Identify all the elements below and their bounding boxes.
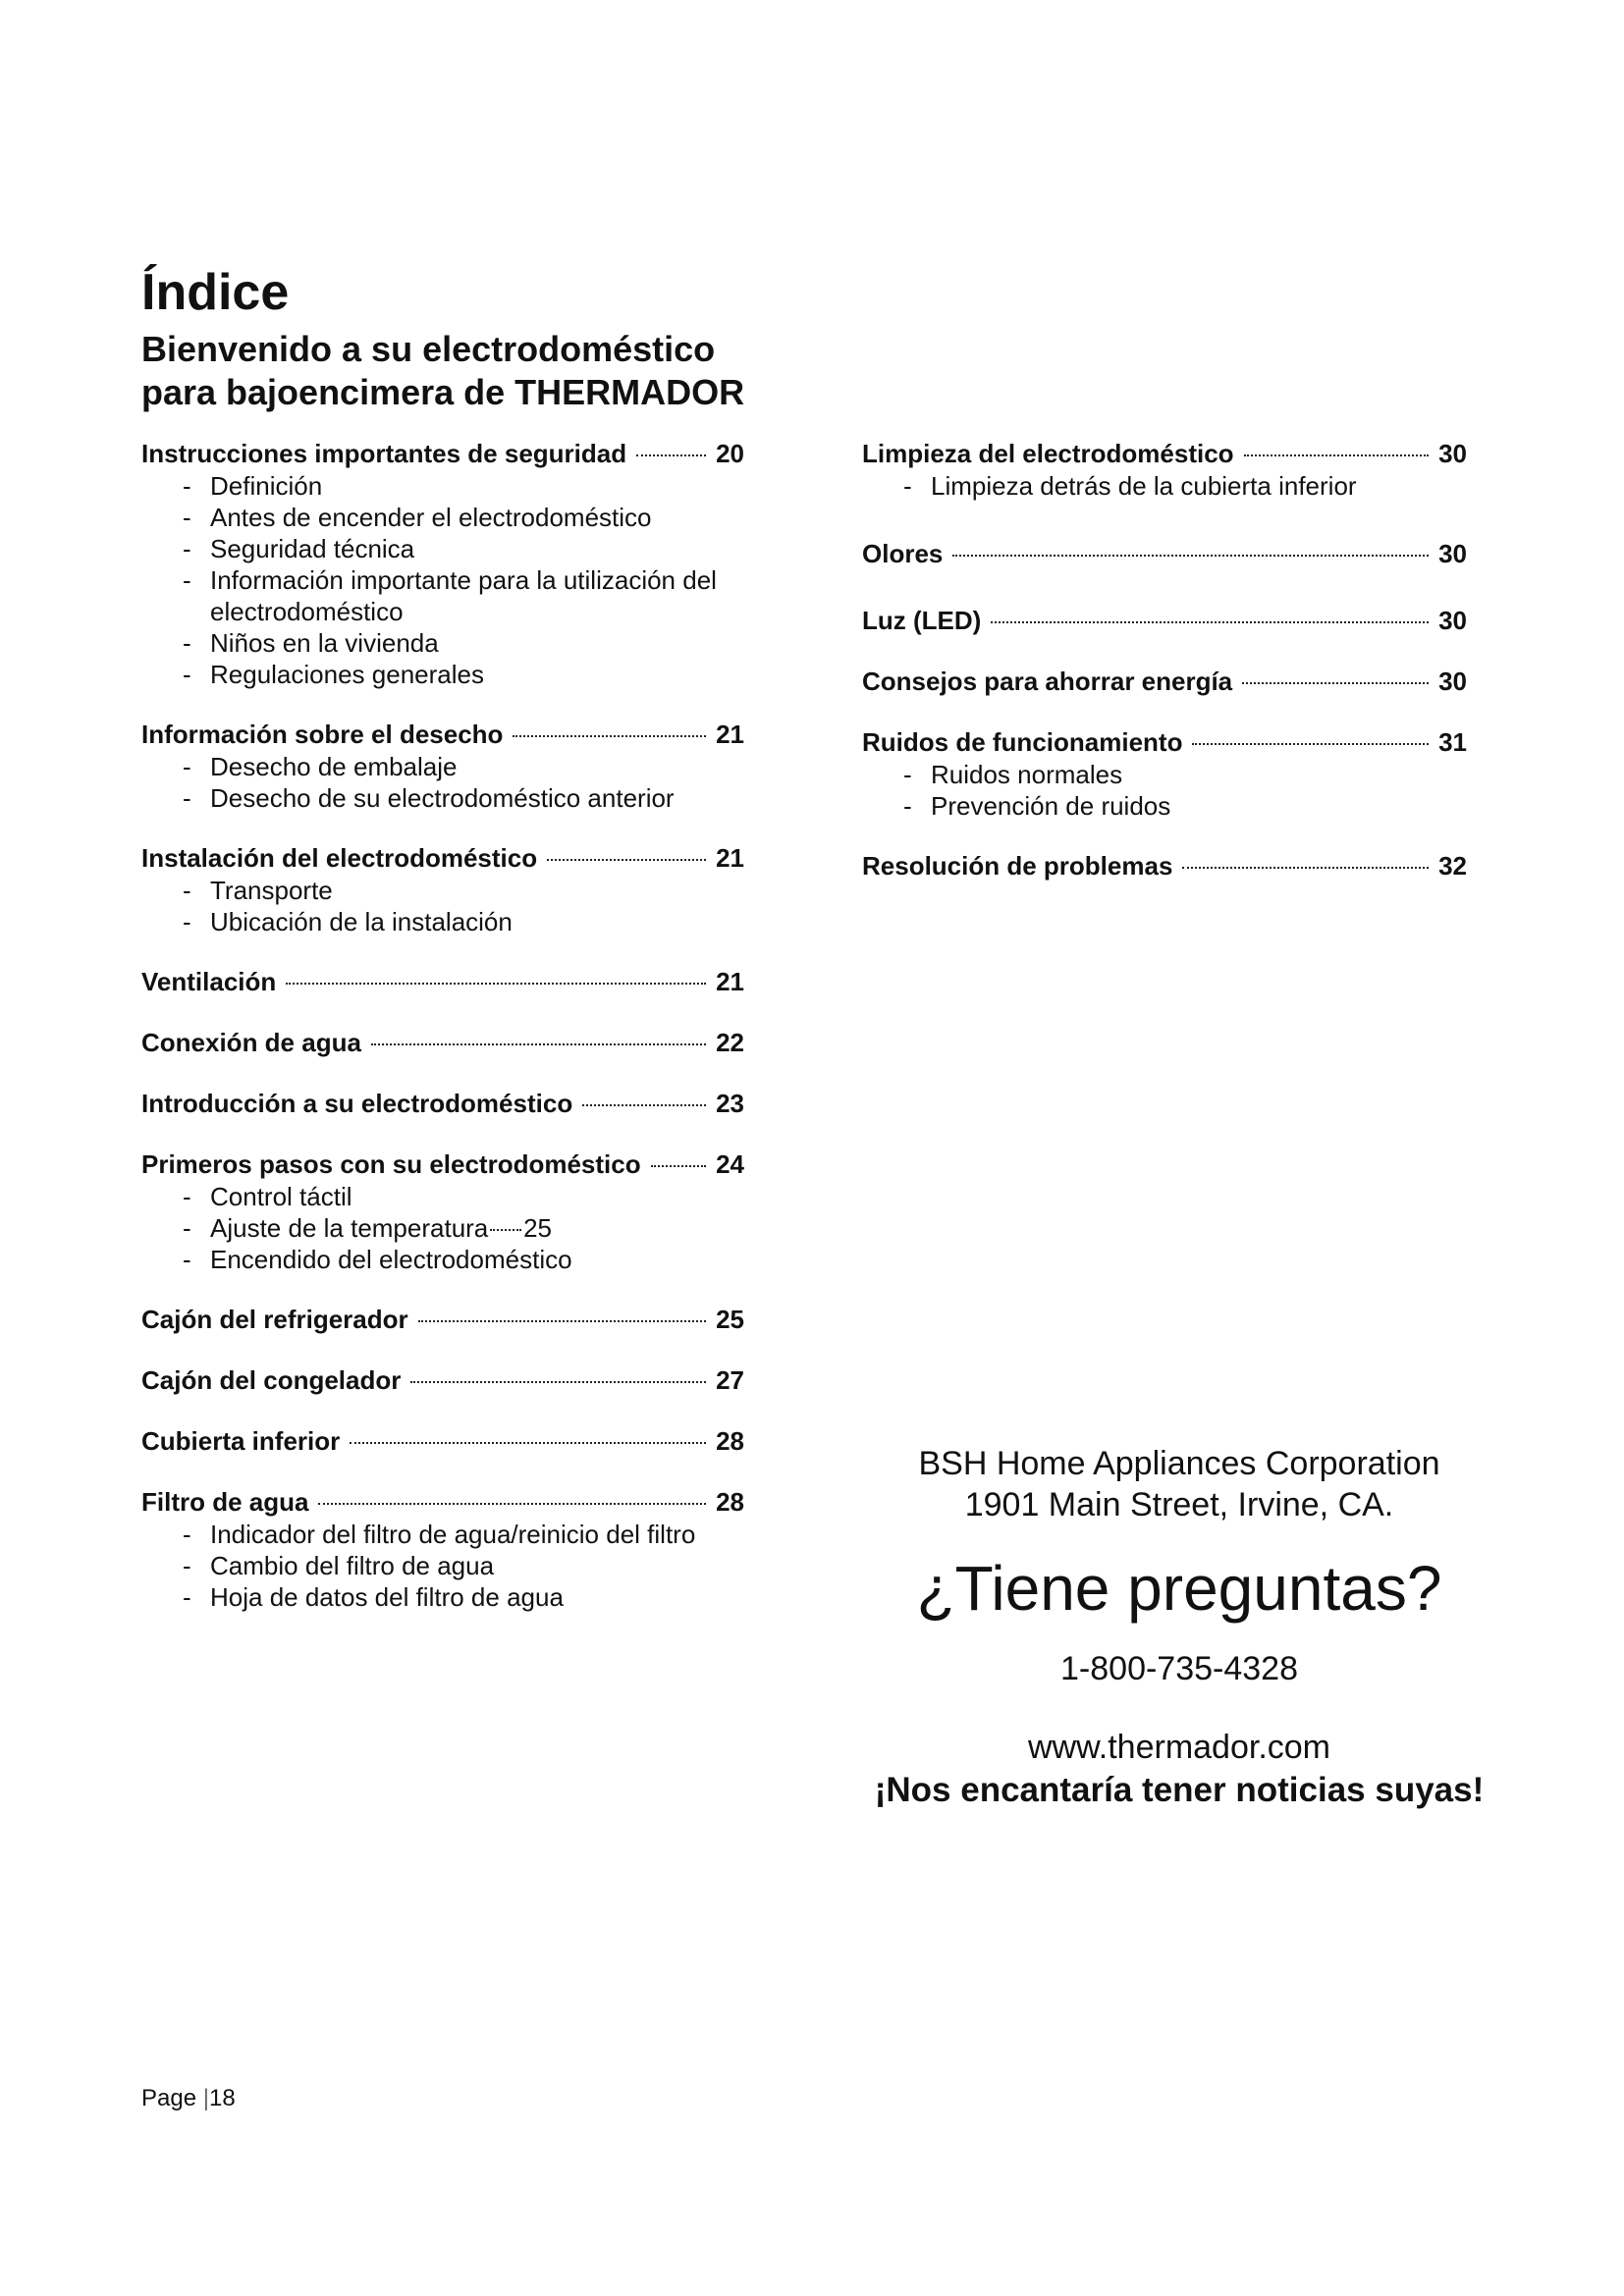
toc-entry-title: Cajón del congelador: [141, 1365, 402, 1395]
dot-leader: [1192, 743, 1429, 745]
toc-section: [141, 1087, 744, 1120]
toc-subentry[interactable]: [862, 470, 1467, 502]
toc-subentry-label: Encendido del electrodoméstico: [210, 1245, 572, 1274]
toc-subentry-label: Definición: [210, 471, 323, 501]
bullet-dash: -: [183, 534, 191, 563]
toc-entry[interactable]: [141, 1026, 744, 1059]
toc-subentry[interactable]: [141, 751, 744, 782]
dot-leader: [418, 1320, 706, 1322]
toc-entry[interactable]: [141, 718, 744, 751]
toc-entry[interactable]: [862, 437, 1467, 470]
toc-section: [862, 665, 1467, 698]
toc-entry[interactable]: [141, 437, 744, 470]
toc-entry-title: Luz (LED): [862, 606, 982, 635]
bullet-dash: -: [183, 660, 191, 689]
toc-left-column: [141, 437, 744, 1613]
toc-subentry-label: Transporte: [210, 876, 333, 905]
toc-subentry[interactable]: [141, 659, 744, 690]
toc-subentry[interactable]: [862, 790, 1467, 822]
toc-entry-title: Limpieza del electrodoméstico: [862, 439, 1234, 468]
bullet-dash: -: [183, 565, 191, 595]
toc-entry[interactable]: [862, 604, 1467, 637]
toc-entry[interactable]: [141, 1424, 744, 1458]
toc-subentry-label: Regulaciones generales: [210, 660, 484, 689]
subtitle-line-1: Bienvenido a su electrodoméstico: [141, 329, 716, 369]
dot-leader: [318, 1503, 706, 1505]
toc-subentry[interactable]: [141, 1581, 744, 1613]
toc-section: [141, 1363, 744, 1397]
bullet-dash: -: [183, 503, 191, 532]
bullet-dash: -: [183, 1213, 191, 1243]
toc-subentry-label: Seguridad técnica: [210, 534, 415, 563]
toc-entry[interactable]: [862, 849, 1467, 882]
company-name: BSH Home Appliances Corporation: [918, 1445, 1440, 1482]
toc-section: [862, 849, 1467, 882]
company-address: 1901 Main Street, Irvine, CA.: [964, 1486, 1394, 1523]
toc-entry-page: 30: [1438, 667, 1467, 696]
toc-entry-title: Información sobre el desecho: [141, 720, 504, 749]
toc-entry-title: Ventilación: [141, 967, 277, 996]
toc-subentry-label: Desecho de su electrodoméstico anterior: [210, 783, 675, 813]
dot-leader: [371, 1043, 706, 1045]
toc-entry-title: Instalación del electrodoméstico: [141, 843, 538, 873]
dot-leader: [952, 555, 1429, 557]
toc-entry-title: Cubierta inferior: [141, 1426, 341, 1456]
toc-entry-title: Conexión de agua: [141, 1028, 361, 1057]
toc-subentry-label: Niños en la vivienda: [210, 628, 439, 658]
dot-leader: [1182, 867, 1429, 869]
toc-entry-page: 30: [1438, 439, 1467, 468]
toc-subentry[interactable]: [141, 1244, 744, 1275]
toc-right-column: [862, 437, 1467, 882]
toc-entry[interactable]: [141, 1363, 744, 1397]
toc-subentry-label: Prevención de ruidos: [931, 791, 1171, 821]
tagline: ¡Nos encantaría tener noticias suyas!: [874, 1771, 1485, 1809]
toc-subentry[interactable]: [141, 502, 744, 533]
toc-subentry[interactable]: [141, 1181, 744, 1212]
toc-entry[interactable]: [141, 1087, 744, 1120]
toc-section: [862, 725, 1467, 822]
toc-section: [141, 1424, 744, 1458]
bullet-dash: -: [183, 1551, 191, 1580]
toc-entry[interactable]: [862, 725, 1467, 759]
bullet-dash: -: [183, 907, 191, 936]
toc-subentry[interactable]: [141, 564, 744, 627]
toc-subentry[interactable]: [141, 1519, 744, 1550]
toc-subentry-label: Ubicación de la instalación: [210, 907, 513, 936]
bullet-dash: -: [183, 1520, 191, 1549]
toc-entry-title: Ruidos de funcionamiento: [862, 727, 1183, 757]
toc-entry-page: 32: [1438, 851, 1467, 881]
toc-section: [141, 841, 744, 937]
website-link[interactable]: www.thermador.com: [1028, 1729, 1330, 1766]
toc-entry-page: 25: [716, 1305, 744, 1334]
toc-subentry-label: Hoja de datos del filtro de agua: [210, 1582, 564, 1612]
toc-subentry[interactable]: [141, 470, 744, 502]
subtitle-line-2: para bajoencimera de THERMADOR: [141, 372, 745, 412]
toc-subentry-label: Control táctil: [210, 1182, 352, 1211]
bullet-dash: -: [903, 760, 912, 789]
toc-entry-title: Filtro de agua: [141, 1487, 309, 1517]
toc-subentry[interactable]: [862, 759, 1467, 790]
toc-subentry-label: Indicador del filtro de agua/reinicio del filtro: [210, 1520, 696, 1549]
dot-leader: [513, 735, 706, 737]
toc-section: [141, 1485, 744, 1613]
toc-subentry-label: Limpieza detrás de la cubierta inferior: [931, 471, 1357, 501]
toc-subentry[interactable]: [141, 906, 744, 937]
questions-heading: ¿Tiene preguntas?: [916, 1553, 1442, 1624]
bullet-dash: -: [183, 1182, 191, 1211]
toc-entry-title: Consejos para ahorrar energía: [862, 667, 1233, 696]
toc-section: [141, 437, 744, 690]
bullet-dash: -: [183, 752, 191, 781]
toc-section: [141, 965, 744, 998]
page-title: Índice: [141, 264, 290, 321]
toc-subentry-label: Antes de encender el electrodoméstico: [210, 503, 652, 532]
toc-subentry[interactable]: [141, 875, 744, 906]
toc-entry-page: 27: [716, 1365, 744, 1395]
dot-leader: [582, 1104, 706, 1106]
toc-entry-page: 20: [716, 439, 744, 468]
toc-section: [141, 1303, 744, 1336]
bullet-dash: -: [183, 783, 191, 813]
toc-entry-page: 30: [1438, 539, 1467, 568]
bullet-dash: -: [183, 1582, 191, 1612]
toc-entry-page: 21: [716, 967, 744, 996]
toc-subentry[interactable]: [141, 533, 744, 564]
bullet-dash: -: [183, 471, 191, 501]
dot-leader: [547, 859, 706, 861]
toc-entry-page: 28: [716, 1487, 744, 1517]
toc-subentry-label: Ajuste de la temperatura: [210, 1213, 489, 1243]
toc-subentry-page: 25: [523, 1213, 552, 1243]
toc-entry-title: Instrucciones importantes de seguridad: [141, 439, 627, 468]
toc-section: [141, 1148, 744, 1275]
toc-entry-page: 30: [1438, 606, 1467, 635]
toc-entry[interactable]: [141, 1303, 744, 1336]
toc-subentry-label: Cambio del filtro de agua: [210, 1551, 495, 1580]
toc-entry-page: 22: [716, 1028, 744, 1057]
toc-section: [862, 604, 1467, 637]
toc-entry-page: 28: [716, 1426, 744, 1456]
dot-leader: [490, 1229, 521, 1231]
toc-section: [141, 718, 744, 814]
page-footer: Page |18: [141, 2085, 236, 2111]
toc-entry[interactable]: [141, 1148, 744, 1181]
toc-section: [141, 1026, 744, 1059]
toc-entry[interactable]: [141, 841, 744, 875]
dot-leader: [350, 1442, 706, 1444]
page-subtitle: [141, 328, 744, 414]
dot-leader: [1242, 682, 1429, 684]
toc-entry[interactable]: [862, 665, 1467, 698]
toc-subentry-label: Desecho de embalaje: [210, 752, 458, 781]
toc-entry-page: 21: [716, 720, 744, 749]
toc-entry[interactable]: [141, 965, 744, 998]
dot-leader: [286, 983, 706, 985]
contact-block: [862, 1443, 1496, 1812]
bullet-dash: -: [183, 628, 191, 658]
toc-entry-title: Resolución de problemas: [862, 851, 1173, 881]
bullet-dash: -: [183, 876, 191, 905]
toc-entry-page: 21: [716, 843, 744, 873]
toc-subentry-label: Información importante para la utilización del electrodoméstico: [210, 565, 717, 626]
bullet-dash: -: [903, 471, 912, 501]
bullet-dash: -: [903, 791, 912, 821]
toc-entry-page: 31: [1438, 727, 1467, 757]
toc-entry-title: Cajón del refrigerador: [141, 1305, 408, 1334]
toc-entry-page: 23: [716, 1089, 744, 1118]
dot-leader: [636, 454, 706, 456]
toc-entry-page: 24: [716, 1149, 744, 1179]
toc-entry[interactable]: [862, 537, 1467, 570]
toc-entry-title: Primeros pasos con su electrodoméstico: [141, 1149, 641, 1179]
footer-label: Page: [141, 2085, 197, 2111]
toc-entry-title: Olores: [862, 539, 944, 568]
toc-section: [862, 437, 1467, 502]
toc-subentry[interactable]: [141, 1212, 744, 1244]
phone-number: 1-800-735-4328: [1060, 1650, 1298, 1687]
bullet-dash: -: [183, 1245, 191, 1274]
toc-section: [862, 537, 1467, 570]
toc-subentry[interactable]: [141, 782, 744, 814]
dot-leader: [991, 621, 1429, 623]
toc-entry[interactable]: [141, 1485, 744, 1519]
toc-entry-title: Introducción a su electrodoméstico: [141, 1089, 573, 1118]
footer-page-number: 18: [208, 2085, 236, 2111]
dot-leader: [651, 1165, 706, 1167]
toc-subentry[interactable]: [141, 627, 744, 659]
dot-leader: [410, 1381, 706, 1383]
toc-subentry[interactable]: [141, 1550, 744, 1581]
toc-subentry-label: Ruidos normales: [931, 760, 1123, 789]
dot-leader: [1244, 454, 1430, 456]
